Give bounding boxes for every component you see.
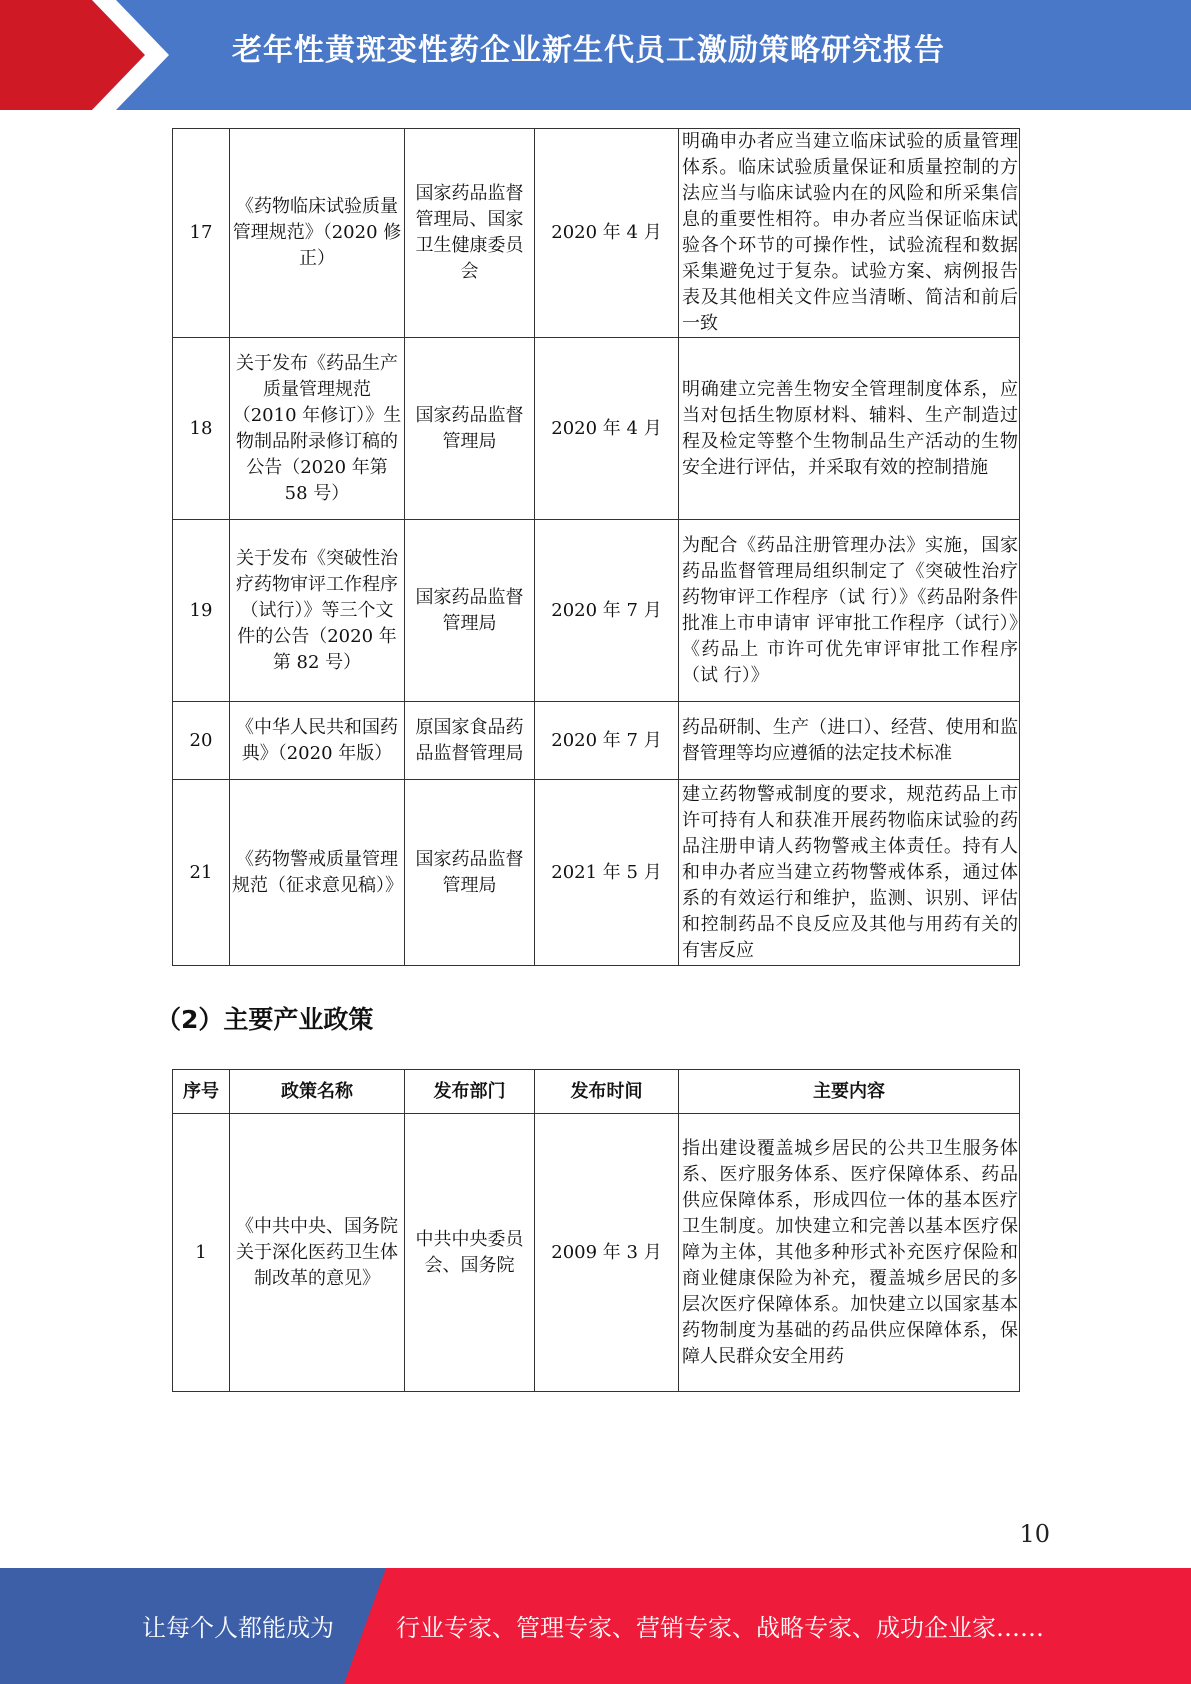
table-header-row xyxy=(173,1070,1020,1114)
footer-slogan-left: 让每个人都能成为 xyxy=(142,1614,334,1642)
issue-date: 2020 年 7 月 xyxy=(535,520,679,702)
section-heading: （2）主要产业政策 xyxy=(156,1005,374,1034)
table-row xyxy=(173,520,1020,702)
page-header xyxy=(0,0,1191,110)
main-content: 指出建设覆盖城乡居民的公共卫生服务体系、医疗服务体系、医疗保障体系、药品供应保障体系，形成四位一体的基本医疗卫生制度。加快建立和完善以基本医疗保障为主体，其他多种形式补充医疗保险和商业健康保险为补充，覆盖城乡居民的多层次医疗保障体系。加快建立以国家基本药物制度为基础的药品供应保障体系，保 障人民群众安全用药 xyxy=(679,1114,1020,1392)
issue-date: 2020 年 4 月 xyxy=(535,338,679,520)
row-number: 18 xyxy=(173,338,230,520)
main-content: 为配合《药品注册管理办法》实施，国家药品监督管理局组织制定了《突破性治疗药物审评工作程序（试 行）》《药品附条件批准上市申请审 评审批工作程序（试行）》《药品上 市许可优先审评审批工作程序（试 行）》 xyxy=(679,520,1020,702)
table-row xyxy=(173,129,1020,338)
header-number: 序号 xyxy=(173,1070,230,1114)
page-footer xyxy=(0,1568,1191,1684)
header-date: 发布时间 xyxy=(535,1070,679,1114)
main-content: 明确建立完善生物安全管理制度体系，应当对包括生物原材料、辅料、生产制造过程及检定等整个生物制品生产活动的生物安全进行评估，并采取有效的控制措施 xyxy=(679,338,1020,520)
issuing-department: 国家药品监督管理局 xyxy=(405,520,535,702)
row-number: 21 xyxy=(173,780,230,966)
header-department: 发布部门 xyxy=(405,1070,535,1114)
industry-policy-table xyxy=(172,1069,1020,1392)
row-number: 20 xyxy=(173,702,230,780)
row-number: 19 xyxy=(173,520,230,702)
row-number: 1 xyxy=(173,1114,230,1392)
row-number: 17 xyxy=(173,129,230,338)
policy-name: 《药物临床试验质量管理规范》（2020 修正） xyxy=(230,129,405,338)
header-content: 主要内容 xyxy=(679,1070,1020,1114)
header-policy-name: 政策名称 xyxy=(230,1070,405,1114)
footer-slogan-right: 行业专家、管理专家、营销专家、战略专家、成功企业家…… xyxy=(396,1614,1044,1642)
issue-date: 2021 年 5 月 xyxy=(535,780,679,966)
table-row xyxy=(173,702,1020,780)
issue-date: 2009 年 3 月 xyxy=(535,1114,679,1392)
issuing-department: 原国家食品药品监督管理局 xyxy=(405,702,535,780)
report-title: 老年性黄斑变性药企业新生代员工激励策略研究报告 xyxy=(232,33,945,68)
main-content: 明确申办者应当建立临床试验的质量管理体系。临床试验质量保证和质量控制的方法应当与临床试验内在的风险和所采集信息的重要性相符。申办者应当保证临床试验各个环节的可操作性，试验流程和数据采集避免过于复杂。试验方案、病例报告表及其他相关文件应当清晰、简洁和前后一致 xyxy=(679,129,1020,338)
main-content: 药品研制、生产（进口）、经营、使用和监督管理等均应遵循的法定技术标准 xyxy=(679,702,1020,780)
table-row xyxy=(173,1114,1020,1392)
issue-date: 2020 年 4 月 xyxy=(535,129,679,338)
policy-name: 关于发布《药品生产质量管理规范（2010 年修订）》生物制品附录修订稿的公告（2020 年第 58 号） xyxy=(230,338,405,520)
policy-name: 《中华人民共和国药典》（2020 年版） xyxy=(230,702,405,780)
policy-name: 《中共中央、国务院关于深化医药卫生体制改革的意见》 xyxy=(230,1114,405,1392)
issue-date: 2020 年 7 月 xyxy=(535,702,679,780)
table-row xyxy=(173,780,1020,966)
page-number: 10 xyxy=(1019,1520,1050,1548)
policy-name: 《药物警戒质量管理规范（征求意见稿）》 xyxy=(230,780,405,966)
issuing-department: 国家药品监督管理局 xyxy=(405,338,535,520)
policy-table-continued xyxy=(172,128,1020,966)
policy-name: 关于发布《突破性治疗药物审评工作程序（试行）》等三个文件的公告（2020 年第 82 号） xyxy=(230,520,405,702)
issuing-department: 国家药品监督管理局 xyxy=(405,780,535,966)
issuing-department: 国家药品监督管理局、国家卫生健康委员会 xyxy=(405,129,535,338)
issuing-department: 中共中央委员会、国务院 xyxy=(405,1114,535,1392)
table-row xyxy=(173,338,1020,520)
main-content: 建立药物警戒制度的要求，规范药品上市许可持有人和获准开展药物临床试验的药品注册申请人药物警戒主体责任。持有人和申办者应当建立药物警戒体系，通过体系的有效运行和维护，监测、识别、评估和控制药品不良反应及其他与用药有关的有害反应 xyxy=(679,780,1020,966)
